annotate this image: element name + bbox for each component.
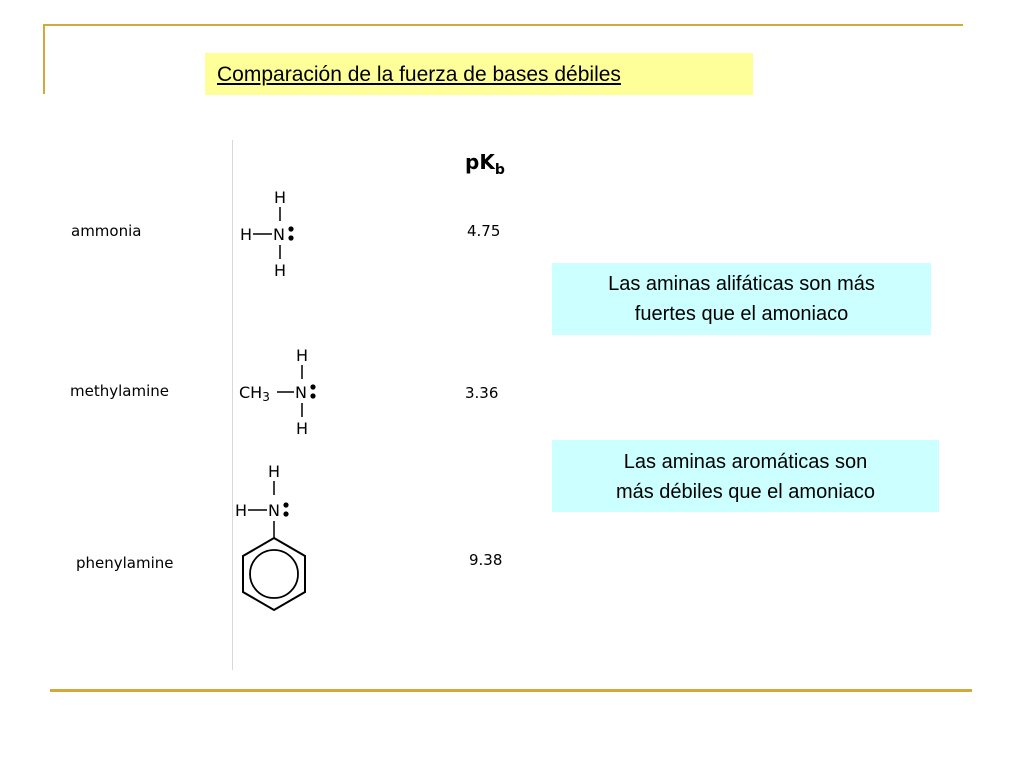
pkb-value-phenylamine: 9.38: [469, 551, 503, 569]
methylamine-h-top: H: [296, 346, 309, 365]
pkb-header-subscript: b: [494, 162, 505, 178]
ammonia-h-left: H: [240, 225, 253, 244]
note-aromatic-line-2: más débiles que el amoniaco: [615, 481, 876, 503]
ammonia-n: N: [273, 225, 285, 244]
compound-name-methylamine: methylamine: [70, 382, 169, 400]
phenylamine-structure: [232, 460, 322, 630]
slide-title: Comparación de la fuerza de bases débiles: [217, 63, 621, 86]
frame-bottom-line: [50, 689, 972, 692]
note-aliphatic-line-2: fuertes que el amoniaco: [634, 303, 849, 325]
phenylamine-h-left: H: [235, 501, 248, 520]
phenylamine-n: N: [268, 501, 280, 520]
ammonia-h-top: H: [274, 188, 287, 207]
note-aromatic-amines: [552, 440, 939, 512]
pkb-column-header: [465, 150, 505, 178]
ammonia-h-bottom: H: [274, 261, 287, 280]
pkb-header-main: pK: [465, 150, 495, 174]
compound-name-phenylamine: phenylamine: [76, 554, 174, 572]
methylamine-n: N: [295, 383, 307, 402]
methylamine-ch3: [239, 383, 270, 404]
methylamine-h-bottom: H: [296, 419, 309, 438]
methylamine-ch3-subscript: 3: [262, 390, 270, 404]
note-aliphatic-amines: [552, 263, 931, 335]
frame-left-line: [43, 24, 45, 94]
methylamine-structure: [236, 343, 336, 448]
pkb-value-methylamine: 3.36: [465, 384, 499, 402]
methylamine-ch3-main: CH: [239, 383, 263, 402]
note-aromatic-line-1: Las aminas aromáticas son: [623, 451, 868, 473]
compound-name-ammonia: ammonia: [71, 222, 142, 240]
pkb-value-ammonia: 4.75: [467, 222, 501, 240]
title-highlight-box: [205, 53, 753, 95]
ammonia-structure: [236, 183, 306, 288]
note-aliphatic-line-1: Las aminas alifáticas son más: [608, 273, 875, 295]
phenylamine-h-top: H: [268, 462, 281, 481]
frame-top-line: [43, 24, 963, 26]
